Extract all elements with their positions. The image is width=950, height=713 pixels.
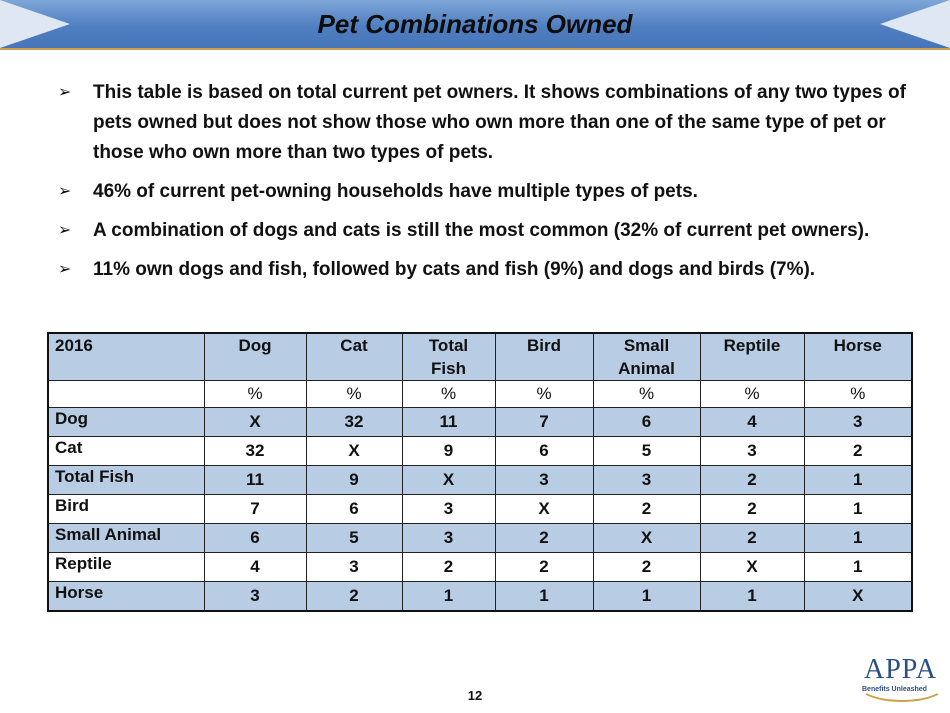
table-cell: 2 xyxy=(593,495,700,524)
table-cell: 6 xyxy=(593,408,700,437)
table-cell: 2 xyxy=(700,466,804,495)
table-cell: 3 xyxy=(700,437,804,466)
table-cell: 32 xyxy=(204,437,306,466)
page-title: Pet Combinations Owned xyxy=(317,9,633,39)
table-cell: 1 xyxy=(495,582,593,612)
column-header: Small Animal xyxy=(593,333,700,381)
unit-cell: % xyxy=(804,381,912,408)
table-cell: X xyxy=(495,495,593,524)
table-cell: 1 xyxy=(804,495,912,524)
table-cell: 5 xyxy=(306,524,402,553)
table-row xyxy=(48,553,912,582)
table-cell: X xyxy=(804,582,912,612)
bullet-item: ➢ 11% own dogs and fish, followed by cats and fish (9%) and dogs and birds (7%). xyxy=(58,255,908,285)
table-cell: 4 xyxy=(204,553,306,582)
logo-mark: APPA xyxy=(864,654,938,685)
unit-cell: % xyxy=(402,381,495,408)
table-cell: 1 xyxy=(593,582,700,612)
table-cell: 3 xyxy=(495,466,593,495)
column-header: Dog xyxy=(204,333,306,381)
row-label: Horse xyxy=(48,582,204,612)
page-number: 12 xyxy=(467,688,483,703)
table-cell: 2 xyxy=(593,553,700,582)
table-cell: 2 xyxy=(495,553,593,582)
table-cell: 1 xyxy=(804,524,912,553)
table-row xyxy=(48,582,912,612)
unit-blank-cell xyxy=(48,381,204,408)
table-cell: 11 xyxy=(402,408,495,437)
year-header: 2016 xyxy=(48,333,204,381)
title-banner xyxy=(0,0,950,50)
pet-combinations-table xyxy=(47,332,913,612)
table-row xyxy=(48,495,912,524)
table-cell: 7 xyxy=(204,495,306,524)
appa-logo xyxy=(858,652,944,710)
unit-cell: % xyxy=(204,381,306,408)
arrow-bullet-icon: ➢ xyxy=(58,84,72,101)
table-cell: 3 xyxy=(804,408,912,437)
table-cell: 2 xyxy=(306,582,402,612)
table-cell: 1 xyxy=(804,466,912,495)
table-cell: 4 xyxy=(700,408,804,437)
unit-cell: % xyxy=(495,381,593,408)
arrow-bullet-icon: ➢ xyxy=(58,183,72,200)
table-row xyxy=(48,437,912,466)
table-cell: X xyxy=(204,408,306,437)
unit-cell: % xyxy=(700,381,804,408)
bullet-item: ➢ 46% of current pet-owning households have multiple types of pets. xyxy=(58,177,908,207)
column-header: Horse xyxy=(804,333,912,381)
table-cell: 7 xyxy=(495,408,593,437)
table-cell: 3 xyxy=(204,582,306,612)
table-cell: X xyxy=(700,553,804,582)
row-label: Dog xyxy=(48,408,204,437)
table-cell: 1 xyxy=(402,582,495,612)
unit-cell: % xyxy=(593,381,700,408)
bullet-list xyxy=(58,78,908,294)
table-cell: 11 xyxy=(204,466,306,495)
table-cell: 3 xyxy=(306,553,402,582)
table-cell: X xyxy=(402,466,495,495)
unit-row xyxy=(48,381,912,408)
table-header-row xyxy=(48,333,912,381)
table-cell: 3 xyxy=(593,466,700,495)
table-cell: 3 xyxy=(402,495,495,524)
column-header: Bird xyxy=(495,333,593,381)
row-label: Bird xyxy=(48,495,204,524)
table-cell: X xyxy=(593,524,700,553)
table-cell: 5 xyxy=(593,437,700,466)
table-cell: 6 xyxy=(306,495,402,524)
column-header: Reptile xyxy=(700,333,804,381)
unit-cell: % xyxy=(306,381,402,408)
bullet-item: ➢ A combination of dogs and cats is still the most common (32% of current pet owners). xyxy=(58,216,908,246)
arrow-bullet-icon: ➢ xyxy=(58,222,72,239)
table-cell: 2 xyxy=(700,495,804,524)
table-cell: 2 xyxy=(804,437,912,466)
table-cell: 2 xyxy=(402,553,495,582)
table-cell: 6 xyxy=(204,524,306,553)
table-cell: 1 xyxy=(700,582,804,612)
table-row xyxy=(48,524,912,553)
row-label: Reptile xyxy=(48,553,204,582)
row-label: Small Animal xyxy=(48,524,204,553)
bullet-item: ➢ This table is based on total current pet owners. It shows combinations of any two types of pets owned but does not show those who own more than one of the same type of pet or those who own more than two types of pets. xyxy=(58,78,908,168)
table-cell: 9 xyxy=(306,466,402,495)
table-cell: X xyxy=(306,437,402,466)
logo-tagline: Benefits Unleashed xyxy=(862,686,927,693)
row-label: Cat xyxy=(48,437,204,466)
table-cell: 1 xyxy=(804,553,912,582)
column-header: Cat xyxy=(306,333,402,381)
table-cell: 6 xyxy=(495,437,593,466)
table-row xyxy=(48,408,912,437)
table-cell: 2 xyxy=(700,524,804,553)
arrow-bullet-icon: ➢ xyxy=(58,261,72,278)
row-label: Total Fish xyxy=(48,466,204,495)
table-cell: 2 xyxy=(495,524,593,553)
table-cell: 3 xyxy=(402,524,495,553)
table-cell: 32 xyxy=(306,408,402,437)
table-row xyxy=(48,466,912,495)
column-header: Total Fish xyxy=(402,333,495,381)
table-cell: 9 xyxy=(402,437,495,466)
